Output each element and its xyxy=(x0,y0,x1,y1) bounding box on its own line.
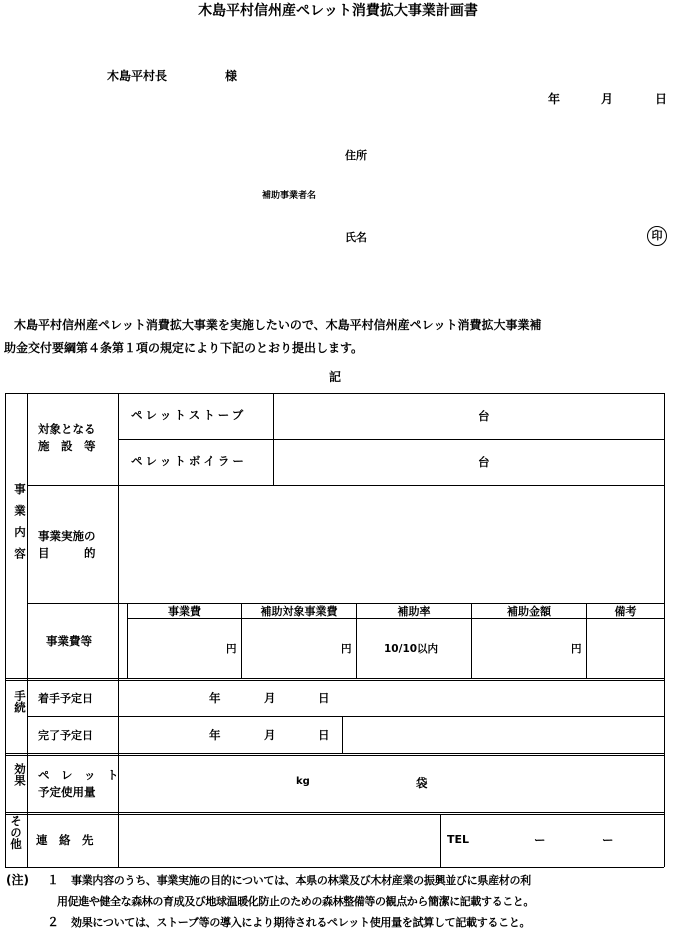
ki-heading: 記 xyxy=(329,370,342,384)
intro-line-1: 木島平村信州産ペレット消費拡大事業を実施したいので、木島平村信州産ペレット消費拡大事業補 xyxy=(14,318,542,332)
cost-value-rate: 10/10以内 xyxy=(384,643,439,655)
purpose-label-line-2: 目 的 xyxy=(38,546,96,560)
note-1-number: １ xyxy=(47,873,60,887)
address-label: 住所 xyxy=(345,149,367,162)
start-date-label: 着手予定日 xyxy=(38,692,93,705)
note-prefix: (注) xyxy=(6,873,29,887)
document-title: 木島平村信州産ペレット消費拡大事業計画書 xyxy=(198,3,478,19)
intro-line-2: 助金交付要綱第４条第１項の規定により下記のとおり提出します。 xyxy=(4,341,364,355)
cost-header-grant-amount: 補助金額 xyxy=(507,604,551,618)
date-day: 日 xyxy=(655,92,668,106)
boiler-label: ペレットボイラー xyxy=(131,454,247,468)
tel-dash-1: ー xyxy=(534,833,546,847)
seal-mark: 印 xyxy=(647,226,667,246)
facilities-label-line-1: 対象となる xyxy=(38,422,96,436)
start-date-year[interactable]: 年 xyxy=(209,691,221,705)
date-month: 月 xyxy=(601,92,614,106)
note-1-line-2: 用促進や健全な森林の育成及び地球温暖化防止のための森林整備等の観点から簡潔に記載すること。 xyxy=(57,895,534,908)
section-label-text: 手続 xyxy=(13,690,27,713)
pellet-bag-unit: 袋 xyxy=(416,776,428,790)
contact-input-area[interactable] xyxy=(119,815,439,866)
cost-label: 事業費等 xyxy=(46,634,92,648)
date-year: 年 xyxy=(548,92,561,106)
cost-header-rate: 補助率 xyxy=(397,604,431,618)
addressee-honorific: 様 xyxy=(225,69,238,83)
pellet-label-line-1: ペ レ ッ ト xyxy=(38,768,119,782)
cost-value-grant-amount[interactable]: 円 xyxy=(571,643,582,655)
cost-value-project-cost[interactable]: 円 xyxy=(226,643,237,655)
end-date-label: 完了予定日 xyxy=(38,729,93,742)
cost-header-eligible-cost: 補助対象事業費 xyxy=(260,604,338,618)
section-label-text: その他 xyxy=(9,815,23,850)
stove-unit: 台 xyxy=(478,409,490,423)
pellet-kg-unit: kg xyxy=(296,776,310,787)
name-label: 氏名 xyxy=(345,231,367,244)
end-date-day[interactable]: 日 xyxy=(318,728,330,742)
section-label-procedures xyxy=(9,690,27,713)
section-label-text: 事業内容 xyxy=(13,483,27,569)
end-date-month[interactable]: 月 xyxy=(264,728,276,742)
facilities-label-line-2: 施 設 等 xyxy=(38,439,96,453)
cost-header-remarks: 備考 xyxy=(614,604,637,618)
cost-header-project-cost: 事業費 xyxy=(168,604,201,618)
purpose-label-line-1: 事業実施の xyxy=(38,529,96,543)
addressee-name: 木島平村長 xyxy=(107,69,168,83)
cost-value-eligible-cost[interactable]: 円 xyxy=(341,643,352,655)
section-label-effect xyxy=(9,763,27,786)
section-label-text: 効果 xyxy=(13,763,27,786)
boiler-unit: 台 xyxy=(478,455,490,469)
section-label-business-content xyxy=(9,483,27,569)
tel-dash-2: ー xyxy=(602,833,614,847)
tel-label: TEL xyxy=(447,833,470,846)
contact-label: 連 絡 先 xyxy=(36,833,94,847)
end-date-year[interactable]: 年 xyxy=(209,728,221,742)
section-label-other xyxy=(9,815,23,850)
purpose-input-area[interactable] xyxy=(119,486,663,602)
pellet-label-line-2: 予定使用量 xyxy=(38,785,96,799)
note-2-line-1: 効果については、ストーブ等の導入により期待されるペレット使用量を試算して記載すること。 xyxy=(71,916,531,929)
start-date-month[interactable]: 月 xyxy=(264,691,276,705)
stove-label: ペレットストーブ xyxy=(131,408,247,422)
start-date-day[interactable]: 日 xyxy=(318,691,330,705)
note-1-line-1: 事業内容のうち、事業実施の目的については、本県の林業及び木材産業の振興並びに県産材の利 xyxy=(71,874,531,887)
applicant-role-label: 補助事業者名 xyxy=(262,191,317,201)
note-2-number: ２ xyxy=(47,915,60,929)
